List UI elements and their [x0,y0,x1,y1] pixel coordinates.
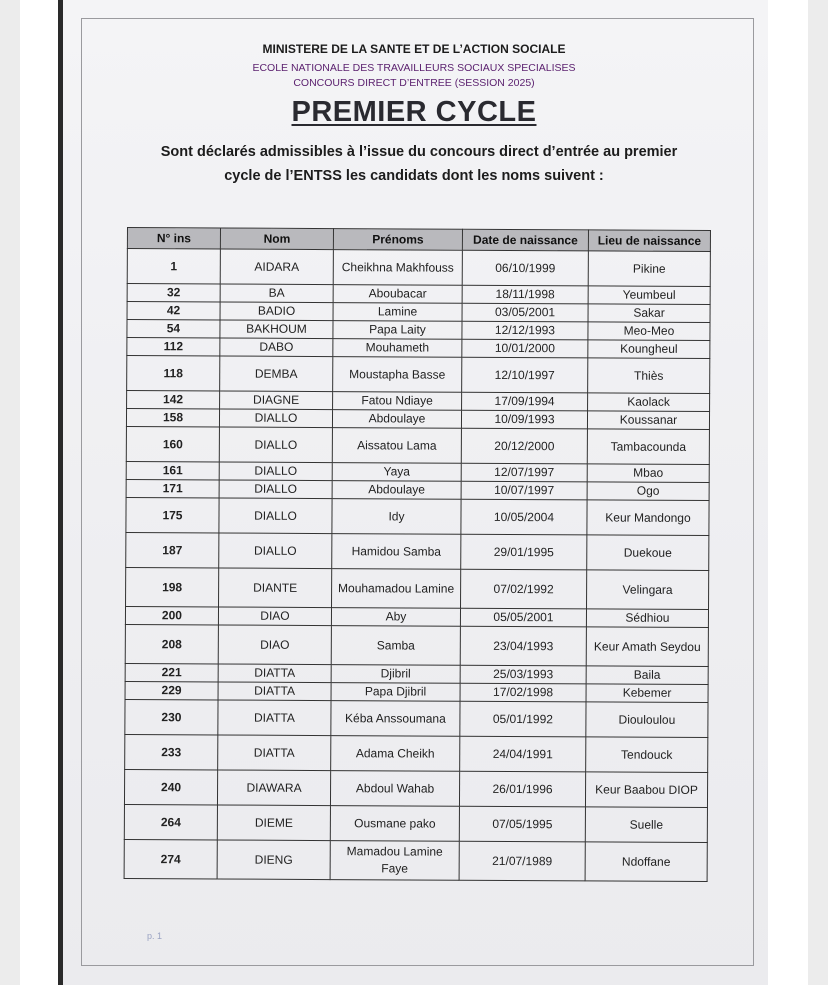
cell-prenoms: Aboubacar [333,285,462,304]
cell-prenoms: Aby [331,608,460,627]
table-row [125,734,708,772]
table-row [124,839,707,881]
cell-num: 264 [124,804,217,839]
cell-nom: DIALLO [219,498,332,534]
cell-num: 187 [126,532,219,567]
table-row [127,356,710,394]
cell-date: 25/03/1993 [460,665,586,684]
cell-num: 200 [125,606,218,624]
cell-num: 1 [127,249,220,284]
cell-date: 10/01/2000 [462,339,588,358]
cell-nom: DABO [220,338,333,357]
table-row [127,249,710,287]
cell-prenoms: Mouhamadou Lamine [332,569,461,609]
cell-prenoms: Mouhameth [333,339,462,358]
cell-lieu: Koussanar [587,411,709,430]
table-row [126,532,709,570]
cell-lieu: Keur Baabou DIOP [585,772,707,808]
cell-date: 20/12/2000 [461,428,587,464]
cell-num: 229 [125,681,218,699]
cell-prenoms: Aissatou Lama [332,428,461,464]
cell-prenoms: Papa Laity [333,321,462,340]
cell-lieu: Kebemer [586,684,708,703]
cell-prenoms: Idy [332,499,461,535]
cell-prenoms: Abdoulaye [332,481,461,500]
col-header-lieu: Lieu de naissance [588,230,710,252]
cell-lieu: Pikine [588,251,710,287]
col-header-nom: Nom [220,228,333,250]
cell-num: 171 [126,479,219,497]
table-row [126,426,709,464]
table-row [124,769,707,807]
cell-nom: DIENG [217,840,330,880]
cell-nom: DIATTA [218,735,331,771]
cell-nom: DIATTA [218,682,331,701]
cell-date: 17/02/1998 [460,683,586,702]
cell-num: 158 [126,409,219,427]
cell-nom: DIALLO [219,533,332,569]
cell-lieu: Kaolack [588,393,710,412]
col-header-prenoms: Prénoms [333,229,462,251]
cell-nom: AIDARA [220,249,333,285]
cell-prenoms: Kéba Anssoumana [331,701,460,737]
cell-prenoms: Lamine [333,303,462,322]
cell-nom: BADIO [220,302,333,321]
cell-lieu: Diouloulou [586,702,708,738]
cell-prenoms: Ousmane pako [330,806,459,842]
cell-prenoms: Samba [331,626,460,666]
cell-nom: BAKHOUM [220,320,333,339]
cell-date: 05/05/2001 [460,608,586,627]
cell-date: 23/04/1993 [460,626,586,666]
cell-date: 06/10/1999 [462,250,588,286]
page-number: p. 1 [147,931,163,941]
cell-num: 221 [125,663,218,681]
cell-prenoms: Cheikhna Makhfouss [333,250,462,286]
cell-nom: DIALLO [219,427,332,463]
cell-lieu: Duekoue [587,535,709,571]
table-body [124,249,710,882]
cell-lieu: Mbao [587,464,709,483]
concours-heading: CONCOURS DIRECT D’ENTREE (SESSION 2025) [293,77,535,89]
cell-nom: BA [220,284,333,303]
cell-prenoms: Papa Djibril [331,683,460,702]
cell-prenoms: Fatou Ndiaye [333,392,462,411]
cell-num: 160 [126,426,219,461]
cell-prenoms: Abdoulaye [332,410,461,429]
cell-nom: DIAGNE [220,391,333,410]
table-header-row [127,228,710,252]
cell-num: 32 [127,284,220,302]
cell-prenoms: Adama Cheikh [331,736,460,772]
cell-lieu: Suelle [585,807,707,843]
cell-num: 118 [127,356,220,391]
cell-num: 42 [127,302,220,320]
cell-nom: DIEME [217,805,330,841]
cell-date: 29/01/1995 [461,534,587,570]
cell-date: 21/07/1989 [459,841,585,881]
cell-nom: DIALLO [219,409,332,428]
cell-lieu: Sakar [588,304,710,323]
cell-date: 07/05/1995 [459,806,585,842]
cell-lieu: Meo-Meo [588,322,710,341]
intro-line-2: cycle de l’ENTSS les candidats dont les noms suivent : [224,168,604,184]
cell-lieu: Ogo [587,482,709,501]
cell-date: 18/11/1998 [462,285,588,304]
cell-lieu: Velingara [587,570,709,610]
school-heading: ECOLE NATIONALE DES TRAVAILLEURS SOCIAUX SPECIALISES [252,62,576,74]
cell-date: 10/07/1997 [461,481,587,500]
cell-date: 12/10/1997 [462,357,588,393]
cell-lieu: Sédhiou [586,609,708,628]
cell-num: 198 [126,567,219,606]
cell-lieu: Thiès [588,358,710,394]
table-row [126,497,709,535]
cell-date: 10/05/2004 [461,499,587,535]
cell-prenoms: Moustapha Basse [333,357,462,393]
cell-prenoms: Djibril [331,665,460,684]
page-title: PREMIER CYCLE [291,96,537,128]
cell-num: 240 [124,769,217,804]
cell-lieu: Keur Amath Seydou [586,627,708,667]
cell-num: 233 [125,734,218,769]
intro-line-1: Sont déclarés admissibles à l’issue du concours direct d’entrée au premier [160,144,678,160]
table-row [126,567,709,609]
cell-nom: DIAWARA [217,770,330,806]
cell-num: 142 [127,391,220,409]
cell-num: 175 [126,497,219,532]
table-row [125,699,708,737]
cell-prenoms: Abdoul Wahab [330,771,459,807]
cell-date: 03/05/2001 [462,303,588,322]
table-row [125,624,708,666]
cell-date: 10/09/1993 [461,410,587,429]
cell-lieu: Tendouck [586,737,708,773]
cell-nom: DIATTA [218,664,331,683]
cell-date: 24/04/1991 [460,736,586,772]
cell-lieu: Tambacounda [587,429,709,465]
cell-prenoms: Hamidou Samba [332,534,461,570]
cell-lieu: Baila [586,666,708,685]
col-header-date: Date de naissance [462,229,588,251]
cell-lieu: Yeumbeul [588,286,710,305]
cell-lieu: Koungheul [588,340,710,359]
cell-num: 54 [127,320,220,338]
cell-date: 12/12/1993 [462,321,588,340]
cell-date: 17/09/1994 [462,392,588,411]
cell-nom: DIAO [218,607,331,626]
cell-date: 26/01/1996 [459,771,585,807]
cell-num: 230 [125,699,218,734]
cell-nom: DIATTA [218,700,331,736]
cell-lieu: Keur Mandongo [587,500,709,536]
cell-date: 05/01/1992 [460,701,586,737]
table-row [124,804,707,842]
cell-nom: DIAO [218,625,331,665]
cell-num: 112 [127,338,220,356]
candidates-table [124,227,711,882]
cell-num: 274 [124,839,217,878]
ministry-heading: MINISTERE DE LA SANTE ET DE L’ACTION SOCIALE [262,42,566,56]
cell-prenoms: Mamadou Lamine Faye [330,841,459,881]
cell-prenoms: Yaya [332,463,461,482]
cell-date: 12/07/1997 [461,463,587,482]
cell-num: 208 [125,624,218,663]
cell-nom: DIALLO [219,480,332,499]
cell-num: 161 [126,461,219,479]
col-header-num: N° ins [127,228,220,249]
cell-nom: DEMBA [220,356,333,392]
cell-nom: DIANTE [219,568,332,608]
cell-nom: DIALLO [219,462,332,481]
cell-date: 07/02/1992 [461,569,587,609]
cell-lieu: Ndoffane [585,842,707,882]
